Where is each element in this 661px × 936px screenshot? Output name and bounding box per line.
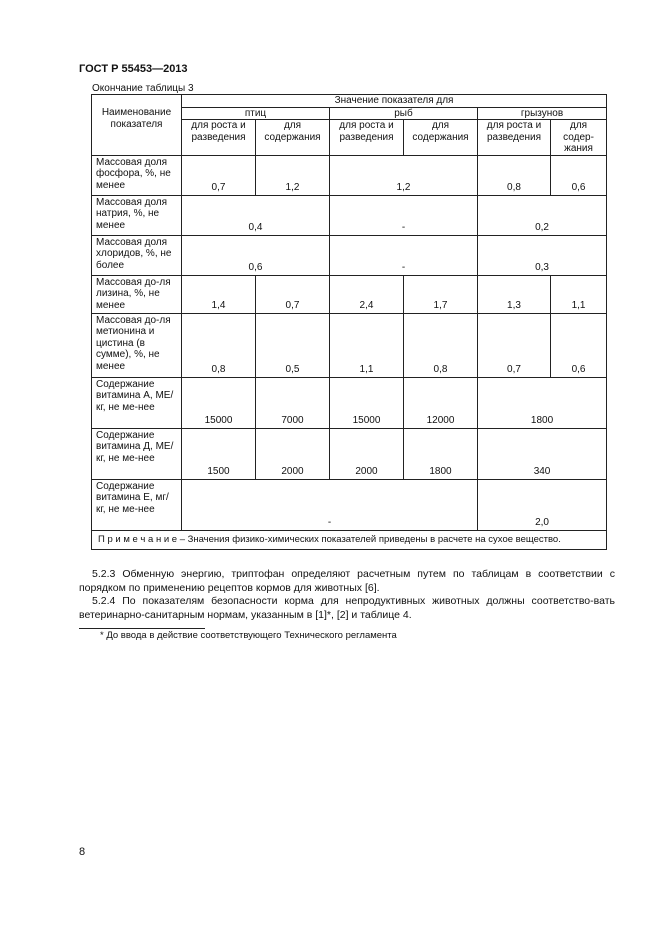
row-name-lysine: Массовая до-ля лизина, %, не менее (92, 275, 182, 313)
cell-value: 1,1 (330, 313, 404, 377)
cell-value: 12000 (404, 377, 478, 428)
cell-value: 0,6 (182, 235, 330, 275)
cell-value: 0,8 (404, 313, 478, 377)
subheader-birds-grow: для роста и разведения (182, 120, 256, 156)
row-name-vitamin-a: Содержание витамина А, МЕ/кг, не ме-нее (92, 377, 182, 428)
table-row (92, 195, 607, 235)
cell-value: 1,1 (551, 275, 607, 313)
paragraph-5-2-3: 5.2.3 Обменную энергию, триптофан определяют расчетным путем по таблицам в соответствии с порядком по применению рецептов кормов для животных [6]. (79, 568, 615, 594)
table-row (92, 479, 607, 530)
table-continuation-label: Окончание таблицы 3 (92, 83, 194, 94)
column-header-name: Наименование показателя (92, 95, 182, 156)
cell-value: 1,3 (478, 275, 551, 313)
row-name-methionine: Массовая до-ля метионина и цистина (в сумме), %, не менее (92, 313, 182, 377)
category-rodents: грызунов (478, 107, 607, 120)
page-number: 8 (79, 846, 86, 858)
row-name-sodium: Массовая доля натрия, %, не менее (92, 195, 182, 235)
paragraph-5-2-4: 5.2.4 По показателям безопасности корма для непродуктивных животных должны соответство-вать ветеринарно-санитарным нормам, указанным в [1]*, [2] и таблице 4. (79, 595, 615, 621)
category-fish: рыб (330, 107, 478, 120)
cell-value: 2,4 (330, 275, 404, 313)
cell-value: 1,7 (404, 275, 478, 313)
subheader-rodents-keep: для содер-жания (551, 120, 607, 156)
cell-value: 1,2 (330, 155, 478, 195)
cell-value: 15000 (330, 377, 404, 428)
group-header: Значение показателя для (182, 95, 607, 108)
cell-value: 0,5 (256, 313, 330, 377)
cell-value: 2,0 (478, 479, 607, 530)
cell-value: 0,6 (551, 155, 607, 195)
table-row (92, 275, 607, 313)
footnote-divider (79, 628, 205, 629)
subheader-rodents-grow: для роста и разведения (478, 120, 551, 156)
subheader-birds-keep: для содержания (256, 120, 330, 156)
cell-value: 0,7 (256, 275, 330, 313)
cell-value: 0,6 (551, 313, 607, 377)
cell-value: 0,2 (478, 195, 607, 235)
cell-value: 0,7 (478, 313, 551, 377)
table-note: П р и м е ч а н и е – Значения физико-химических показателей приведены в расчете на сухое вещество. (92, 530, 607, 549)
cell-value: - (330, 195, 478, 235)
footnote: * До ввода в действие соответствующего Технического регламента (100, 630, 397, 641)
cell-value: 1800 (478, 377, 607, 428)
table-row (92, 377, 607, 428)
cell-value: 0,8 (478, 155, 551, 195)
cell-value: 1,4 (182, 275, 256, 313)
table-row (92, 428, 607, 479)
cell-value: - (330, 235, 478, 275)
row-name-vitamin-e: Содержание витамина Е, мг/кг, не ме-нее (92, 479, 182, 530)
subheader-fish-grow: для роста и разведения (330, 120, 404, 156)
cell-value: 0,7 (182, 155, 256, 195)
table-row (92, 313, 607, 377)
cell-value: 1500 (182, 428, 256, 479)
row-name-vitamin-d: Содержание витамина Д, МЕ/кг, не ме-нее (92, 428, 182, 479)
cell-value: 2000 (330, 428, 404, 479)
cell-value: 1800 (404, 428, 478, 479)
cell-value: 0,3 (478, 235, 607, 275)
cell-value: 2000 (256, 428, 330, 479)
cell-value: 1,2 (256, 155, 330, 195)
table-row (92, 155, 607, 195)
subheader-fish-keep: для содержания (404, 120, 478, 156)
cell-value: 7000 (256, 377, 330, 428)
cell-value: 0,8 (182, 313, 256, 377)
row-name-phosphorus: Массовая доля фосфора, %, не менее (92, 155, 182, 195)
cell-value: 0,4 (182, 195, 330, 235)
document-id: ГОСТ Р 55453—2013 (79, 63, 188, 75)
row-name-chlorides: Массовая доля хлоридов, %, не более (92, 235, 182, 275)
table-row (92, 235, 607, 275)
cell-value: - (182, 479, 478, 530)
cell-value: 15000 (182, 377, 256, 428)
category-birds: птиц (182, 107, 330, 120)
nutrient-table (91, 94, 607, 550)
cell-value: 340 (478, 428, 607, 479)
